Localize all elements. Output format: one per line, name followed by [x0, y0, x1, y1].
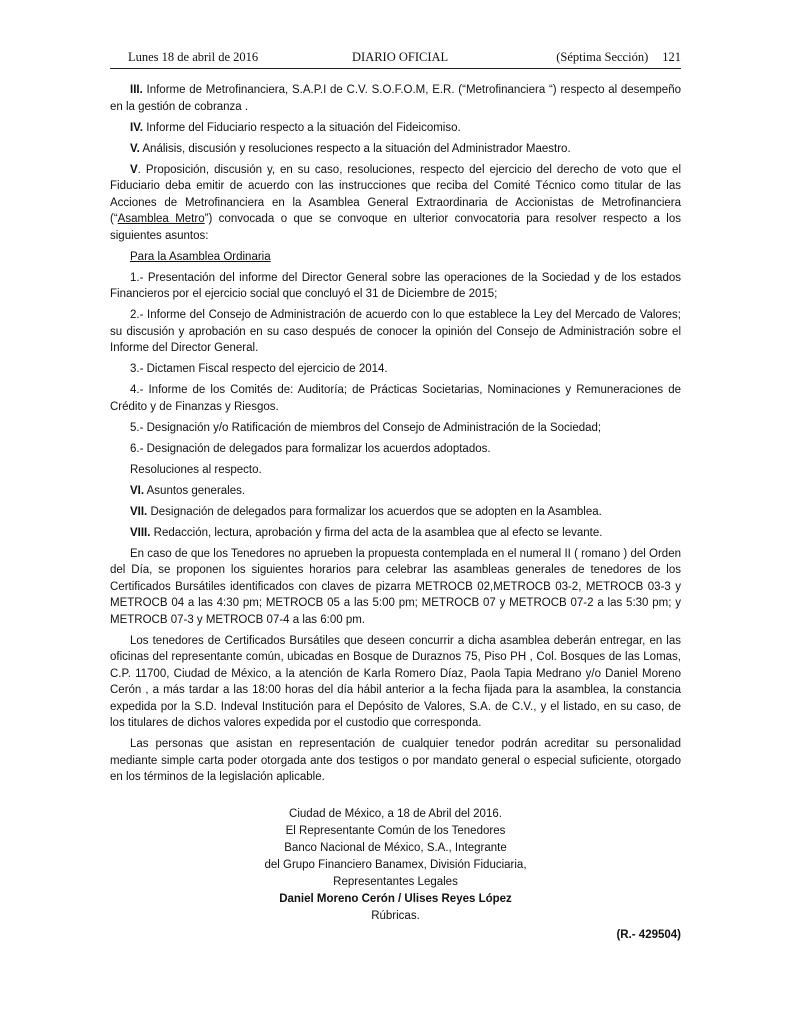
signature-place-date: Ciudad de México, a 18 de Abril del 2016. [289, 808, 502, 820]
header-publication: DIARIO OFICIAL [352, 50, 449, 64]
item-number: V. [130, 142, 140, 155]
defined-term: Asamblea Metro [117, 213, 205, 225]
paragraph-text: Análisis, discusión y resoluciones respecto a la situación del Administrador Maestro. [139, 142, 571, 155]
paragraph-item-v-b [110, 162, 681, 245]
paragraph-item-vii [110, 504, 681, 521]
paragraph-representation: Las personas que asistan en representación de cualquier tenedor podrán acreditar su personalidad mediante simple carta poder otorgada ante dos testigos o por mandato general o especial suficiente, otorgado en los términos de la legislación aplicable. [110, 738, 681, 783]
subheading-text: Para la Asamblea Ordinaria [130, 250, 271, 263]
paragraph-text: ”) convocada o que se convoque en ulterior convocatoria para resolver respecto a los siguientes asuntos: [110, 213, 681, 242]
item-number: IV. [130, 121, 144, 134]
paragraph-text: Asuntos generales. [144, 484, 246, 497]
paragraph-text: Redacción, lectura, aprobación y firma del acta de la asamblea que al efecto se levante. [150, 526, 603, 539]
signature-block [110, 806, 681, 925]
item-number: VIII. [130, 526, 151, 539]
item-number: VII. [130, 505, 148, 518]
paragraph-attendance-requirements: Los tenedores de Certificados Bursátiles que deseen concurrir a dicha asamblea deberán entregar, en las oficinas del representante común, ubicadas en Bosque de Duraznos 75, Piso PH , Col. Bosques de las Lomas, C.P. 11700, Ciudad de México, a la atención de Karla Romero Díaz, Paola Tapia Medrano y/o Daniel Moreno Cerón , a más tardar a las 18:00 horas del día hábil anterior a la fecha fijada para la asamblea, la constancia expedida por la S.D. Indeval Institución para el Depósito de Valores, S.A. de C.V., y el listado, en su caso, de los titulares de dichos valores expedida por el custodio que corresponda. [110, 634, 681, 729]
page-header [128, 50, 681, 68]
paragraph-schedule: En caso de que los Tenedores no aprueben la propuesta contemplada en el numeral II ( romano ) del Orden del Día, se proponen los siguientes horarios para celebrar las asambleas generales de tenedores de los Certificados Bursátiles identificados con claves de pizarra METROCB 02,METROCB 03-2, METROCB 03-3 y METROCB 04 a las 4:30 pm; METROCB 05 a las 5:00 pm; METROCB 07 y METROCB 07-2 a las 5:30 pm; y METROCB 07-3 y METROCB 07-4 a las 6:00 pm. [110, 547, 681, 626]
paragraph-item-iii [110, 82, 681, 115]
paragraph-text: Designación de delegados para formalizar los acuerdos que se adopten en la Asamblea. [147, 505, 602, 518]
agenda-item-4: 4.- Informe de los Comités de: Auditoría; de Prácticas Societarias, Nominaciones y Remuneraciones de Crédito y de Finanzas y Riesgos. [110, 384, 681, 413]
header-divider [110, 68, 681, 69]
signature-names: Daniel Moreno Cerón / Ulises Reyes López [279, 893, 512, 905]
agenda-item-3: 3.- Dictamen Fiscal respecto del ejercicio de 2014. [130, 363, 388, 375]
resolutions-line: Resoluciones al respecto. [130, 463, 262, 476]
paragraph-item-v-a [110, 141, 681, 158]
document-body [110, 82, 681, 790]
paragraph-text: . Proposición, discusión y, en su caso, resoluciones, respecto del ejercicio del derecho de voto que el Fiduciario deba emitir de acuerdo con las instrucciones que reciba del Comité Técnico como titular de las Acciones de Metrofinanciera en la Asamblea General Extraordinaria de Accionistas de Metrofinanciera (“ [110, 163, 681, 225]
item-number: VI. [130, 484, 145, 497]
paragraph-text: Informe de Metrofinanciera, S.A.P.I de C.V. S.O.F.O.M, E.R. (“Metrofinanciera “) respecto al desempeño en la gestión de cobranza . [110, 84, 681, 113]
signature-bank: Banco Nacional de México, S.A., Integrante [284, 842, 507, 854]
signature-reps: Representantes Legales [333, 876, 458, 888]
signature-rubricas: Rúbricas. [371, 910, 420, 922]
paragraph-item-vi [110, 483, 681, 500]
agenda-item-2: 2.- Informe del Consejo de Administración de acuerdo con lo que establece la Ley del Mercado de Valores; su discusión y aprobación en su caso después de conocer la opinión del Consejo de Administración sobre el Informe del Director General. [110, 309, 681, 354]
paragraph-item-iv [110, 120, 681, 137]
header-section [556, 50, 681, 65]
item-number: III. [130, 84, 143, 96]
paragraph-text: Informe del Fiduciario respecto a la situación del Fideicomiso. [143, 121, 461, 134]
item-number: V [130, 163, 138, 176]
header-date: Lunes 18 de abril de 2016 [128, 50, 259, 64]
agenda-item-6: 6.- Designación de delegados para formalizar los acuerdos adoptados. [130, 442, 491, 455]
subheading-ordinary-assembly [110, 249, 681, 266]
publication-reference: (R.- 429504) [616, 929, 681, 941]
paragraph-item-viii [110, 525, 681, 542]
header-section-label: (Séptima Sección) [556, 50, 649, 64]
header-page-number: 121 [662, 50, 681, 64]
signature-role: El Representante Común de los Tenedores [285, 825, 506, 837]
agenda-item-1: 1.- Presentación del informe del Director General sobre las operaciones de la Sociedad y de los estados Financieros por el ejercicio social que concluyó el 31 de Diciembre de 2015; [110, 271, 681, 300]
agenda-item-5: 5.- Designación y/o Ratificación de miembros del Consejo de Administración de la Sociedad; [130, 421, 602, 434]
signature-group: del Grupo Financiero Banamex, División Fiduciaria, [264, 859, 527, 871]
